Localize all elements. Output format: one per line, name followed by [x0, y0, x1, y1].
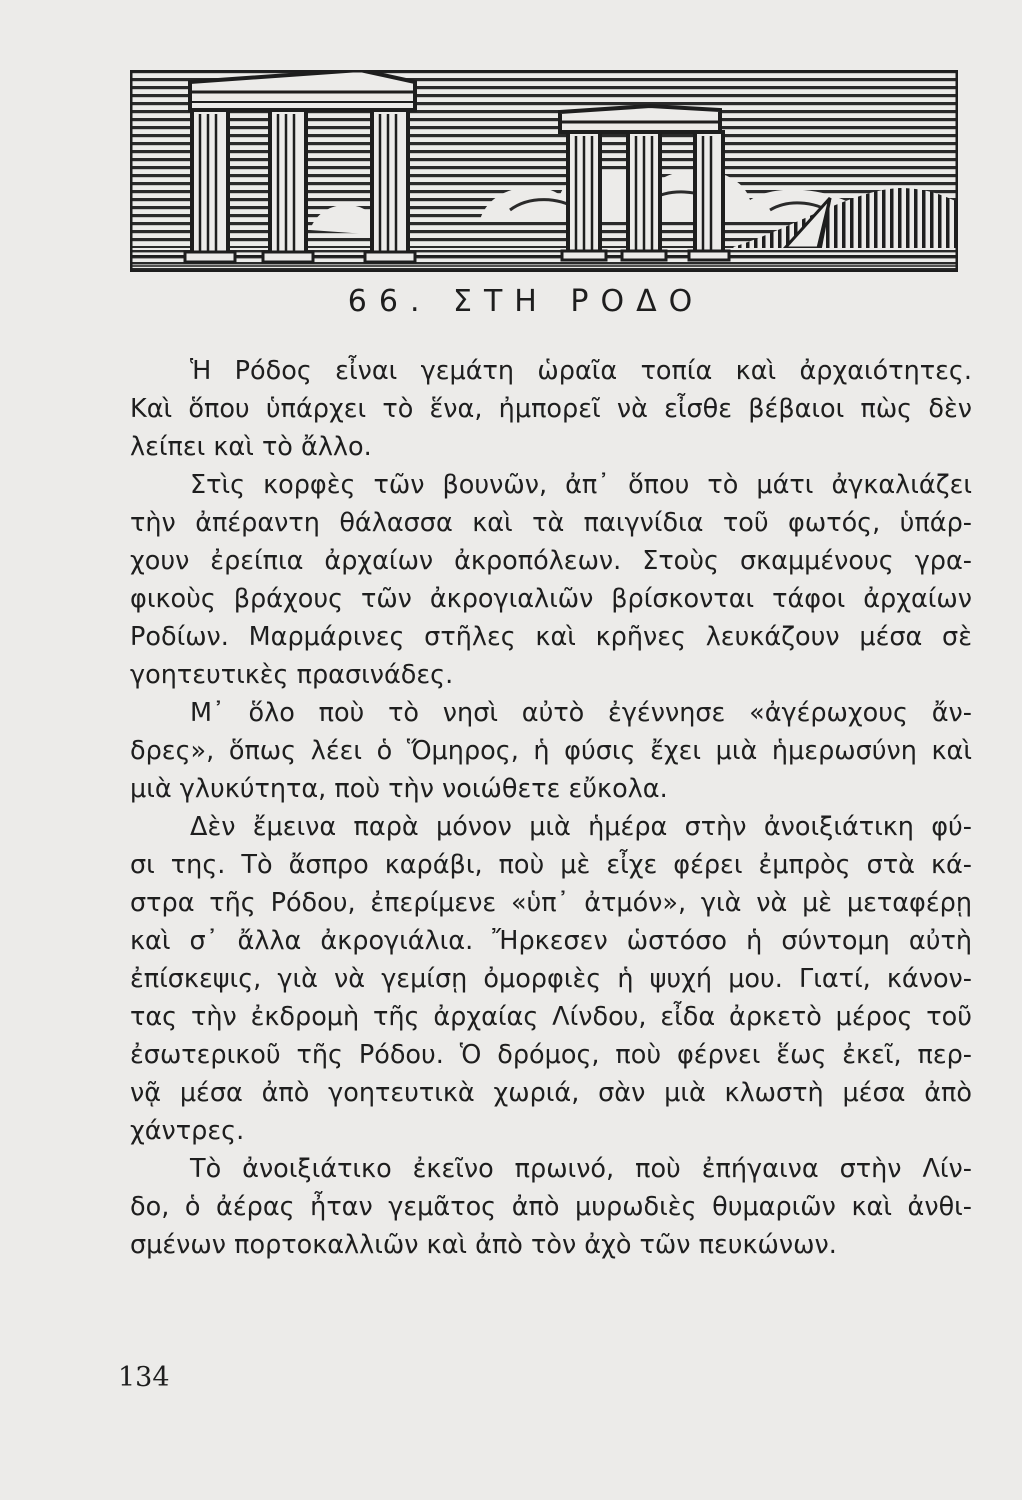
text-line: νᾷ μέσα ἀπὸ γοητευτικὰ χωριά, σὰν μιὰ κλωστὴ μέσα ἀπὸ [130, 1078, 972, 1108]
text-line: λείπει καὶ τὸ ἄλλο. [130, 432, 372, 462]
text-line: Μ᾿ ὅλο ποὺ τὸ νησὶ αὐτὸ ἐγέννησε «ἀγέρωχους ἄν- [190, 698, 972, 728]
chapter-title: 66. ΣΤΗ ΡΟΔΟ [347, 284, 705, 319]
text-line: ἐσωτερικοῦ τῆς Ρόδου. Ὁ δρόμος, ποὺ φέρνει ἕως ἐκεῖ, περ- [130, 1040, 972, 1070]
text-line: καὶ σ᾿ ἄλλα ἀκρογιάλια. Ἤρκεσεν ὡστόσο ἡ σύντομη αὐτὴ [130, 926, 972, 956]
text-line: Τὸ ἀνοιξιάτικο ἐκεῖνο πρωινό, ποὺ ἐπήγαινα στὴν Λίν- [190, 1154, 972, 1184]
text-line: σμένων πορτοκαλλιῶν καὶ ἀπὸ τὸν ἀχὸ τῶν πευκώνων. [130, 1230, 837, 1260]
text-line: φικοὺς βράχους τῶν ἀκρογιαλιῶν βρίσκονται τάφοι ἀρχαίων [130, 584, 972, 614]
body-text [130, 352, 972, 1264]
text-line: τὴν ἀπέραντη θάλασσα καὶ τὰ παιγνίδια τοῦ φωτός, ὑπάρ- [130, 508, 972, 538]
text-line: χάντρες. [130, 1116, 245, 1146]
text-line: ἐπίσκεψις, γιὰ νὰ γεμίσῃ ὀμορφιὲς ἡ ψυχή μου. Γιατί, κάνον- [130, 964, 972, 994]
text-line: δο, ὁ ἀέρας ἦταν γεμᾶτος ἀπὸ μυρωδιὲς θυμαριῶν καὶ ἀνθι- [130, 1192, 972, 1222]
text-line: δρες», ὅπως λέει ὁ Ὅμηρος, ἡ φύσις ἔχει μιὰ ἡμερωσύνη καὶ [130, 736, 972, 766]
text-line: Δὲν ἔμεινα παρὰ μόνον μιὰ ἡμέρα στὴν ἀνοιξιάτικη φύ- [190, 812, 972, 842]
text-line: Στὶς κορφὲς τῶν βουνῶν, ἀπ᾿ ὅπου τὸ μάτι ἀγκαλιάζει [190, 470, 972, 500]
text-line: χουν ἐρείπια ἀρχαίων ἀκροπόλεων. Στοὺς σκαμμένους γρα- [130, 546, 972, 576]
ancient-columns-illustration [130, 70, 958, 272]
page-number: 134 [118, 1362, 170, 1393]
text-line: Ροδίων. Μαρμάρινες στῆλες καὶ κρῆνες λευκάζουν μέσα σὲ [130, 622, 972, 652]
text-line: τας τὴν ἐκδρομὴ τῆς ἀρχαίας Λίνδου, εἶδα ἀρκετὸ μέρος τοῦ [130, 1002, 972, 1032]
text-line: Καὶ ὅπου ὑπάρχει τὸ ἕνα, ἠμπορεῖ νὰ εἶσθε βέβαιοι πὼς δὲν [130, 394, 972, 424]
text-line: μιὰ γλυκύτητα, ποὺ τὴν νοιώθετε εὔκολα. [130, 774, 668, 804]
text-line: Ἡ Ρόδος εἶναι γεμάτη ὡραῖα τοπία καὶ ἀρχαιότητες. [190, 356, 972, 386]
text-line: στρα τῆς Ρόδου, ἐπερίμενε «ὑπ᾿ ἀτμόν», γιὰ νὰ μὲ μεταφέρῃ [130, 888, 972, 918]
text-line: σι της. Τὸ ἄσπρο καράβι, ποὺ μὲ εἶχε φέρει ἐμπρὸς στὰ κά- [130, 850, 972, 880]
text-line: γοητευτικὲς πρασινάδες. [130, 660, 454, 690]
